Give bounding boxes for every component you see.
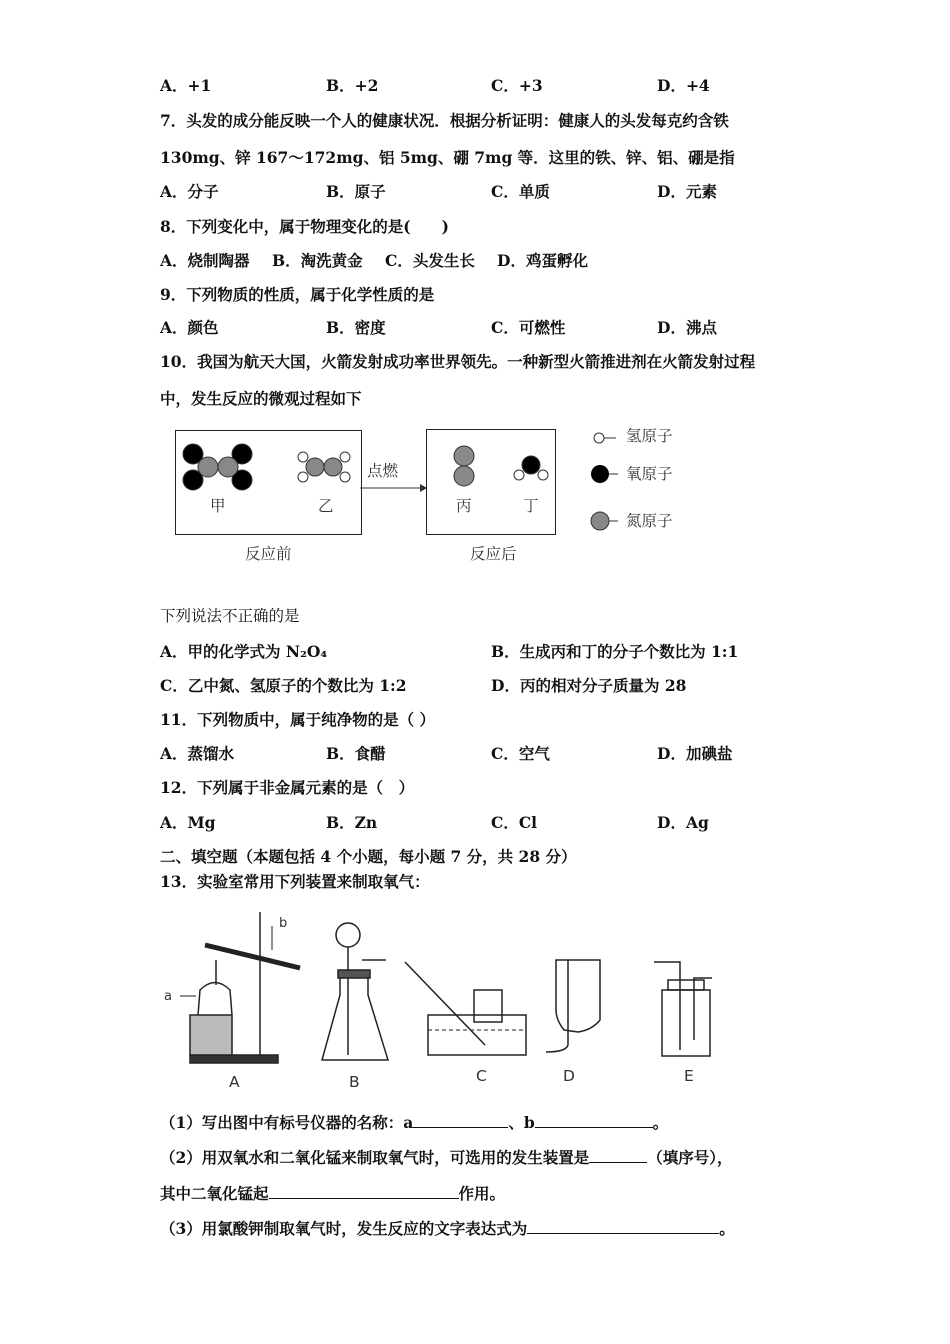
label-ding: 丁 — [523, 497, 539, 515]
arrow-label-ignite: 点燃 — [367, 462, 399, 480]
apparatus-b — [322, 923, 388, 1060]
label-jia: 甲 — [210, 497, 226, 515]
q11-option-b: B．食醋 — [326, 744, 386, 763]
q12-option-a: A．Mg — [160, 813, 216, 832]
q6-option-a: A．+1 — [160, 76, 212, 95]
q6-option-c: C．+3 — [491, 76, 543, 95]
apparatus-d — [546, 960, 600, 1052]
q11-option-c: C．空气 — [491, 744, 550, 763]
q13-part2 — [160, 1148, 733, 1168]
q13-part1-end: 。 — [652, 1113, 669, 1132]
q8-option-b: B．淘洗黄金 — [272, 251, 363, 270]
q7-option-b: B．原子 — [326, 182, 386, 201]
q9-option-c: C．可燃性 — [491, 318, 566, 337]
q12-stem: 12．下列属于非金属元素的是（ ） — [160, 778, 415, 797]
q13-stem: 13．实验室常用下列装置来制取氧气： — [160, 872, 430, 891]
q9-stem: 9．下列物质的性质，属于化学性质的是 — [160, 285, 435, 304]
label-after: 反应后 — [470, 545, 517, 563]
q7-option-a: A．分子 — [160, 182, 219, 201]
q13-part3 — [160, 1219, 735, 1239]
q10-option-a: A．甲的化学式为 N₂O₄ — [160, 642, 328, 661]
answer-blank-role[interactable] — [269, 1184, 459, 1199]
apparatus-c — [405, 962, 526, 1055]
q8-option-d: D．鸡蛋孵化 — [497, 251, 588, 270]
legend-nitrogen: 氮原子 — [626, 512, 673, 530]
q11-stem: 11．下列物质中，属于纯净物的是（ ） — [160, 710, 435, 729]
q8-option-a: A．烧制陶器 — [160, 251, 250, 270]
answer-blank-b[interactable] — [535, 1113, 653, 1128]
q13-part3-end: 。 — [719, 1219, 735, 1238]
apparatus-a — [180, 912, 300, 1063]
marker-b: b — [279, 916, 288, 931]
q9-option-b: B．密度 — [326, 318, 386, 337]
q10-stem-line2: 中，发生反应的微观过程如下 — [160, 389, 362, 408]
q13-part1 — [160, 1113, 668, 1133]
apparatus-label-c: C — [476, 1067, 487, 1085]
legend-hydrogen: 氢原子 — [626, 427, 673, 445]
q13-part2-end: 作用。 — [458, 1184, 506, 1203]
q8-option-c: C．头发生长 — [385, 251, 475, 270]
q13-part2-text-c: 其中二氧化锰起 — [160, 1184, 269, 1203]
answer-blank-device[interactable] — [589, 1148, 647, 1163]
q13-part1-text-b: 、b — [508, 1113, 535, 1132]
apparatus-e — [654, 962, 712, 1056]
q9-option-d: D．沸点 — [657, 318, 717, 337]
q13-part2-line2 — [160, 1184, 505, 1204]
q9-option-a: A．颜色 — [160, 318, 219, 337]
q10-question: 下列说法不正确的是 — [160, 607, 300, 625]
q10-stem-line1: 10．我国为航天大国，火箭发射成功率世界领先。一种新型火箭推进剂在火箭发射过程 — [160, 352, 756, 371]
q7-stem-line1: 7．头发的成分能反映一个人的健康状况．根据分析证明：健康人的头发每克约含铁 — [160, 111, 729, 130]
q12-option-b: B．Zn — [326, 813, 378, 832]
apparatus-label-e: E — [684, 1067, 694, 1085]
q7-option-c: C．单质 — [491, 182, 550, 201]
q11-option-d: D．加碘盐 — [657, 744, 733, 763]
label-bing: 丙 — [456, 497, 472, 515]
legend-oxygen: 氧原子 — [626, 465, 673, 483]
q10-option-d: D．丙的相对分子质量为 28 — [491, 676, 687, 695]
apparatus-label-b: B — [349, 1073, 360, 1091]
q10-option-c: C．乙中氮、氢原子的个数比为 1:2 — [160, 676, 407, 695]
answer-blank-a[interactable] — [413, 1113, 508, 1128]
answer-blank-equation[interactable] — [527, 1219, 719, 1234]
q8-stem: 8．下列变化中，属于物理变化的是( ) — [160, 217, 449, 236]
q13-part2-text: （2）用双氧水和二氧化锰来制取氧气时，可选用的发生装置是 — [160, 1148, 590, 1167]
q13-part2-note: （填序号）， — [647, 1148, 733, 1167]
section-2-heading: 二、填空题（本题包括 4 个小题，每小题 7 分，共 28 分） — [160, 847, 577, 866]
q6-option-b: B．+2 — [326, 76, 379, 95]
q6-option-d: D．+4 — [657, 76, 710, 95]
q12-option-d: D．Ag — [657, 813, 709, 832]
label-before: 反应前 — [245, 545, 292, 563]
q13-part1-text: （1）写出图中有标号仪器的名称：a — [160, 1113, 414, 1132]
q7-stem-line2: 130mg、锌 167～172mg、铝 5mg、硼 7mg 等．这里的铁、锌、铝、硼是指 — [160, 148, 735, 167]
q7-option-d: D．元素 — [657, 182, 717, 201]
label-yi: 乙 — [318, 497, 334, 515]
q11-option-a: A．蒸馏水 — [160, 744, 235, 763]
q12-option-c: C．Cl — [491, 813, 538, 832]
apparatus-label-d: D — [563, 1067, 575, 1085]
q10-option-b: B．生成丙和丁的分子个数比为 1:1 — [491, 642, 739, 661]
apparatus-label-a: A — [229, 1073, 240, 1091]
q13-part3-text: （3）用氯酸钾制取氧气时，发生反应的文字表达式为 — [160, 1219, 528, 1238]
marker-a: a — [164, 989, 172, 1004]
